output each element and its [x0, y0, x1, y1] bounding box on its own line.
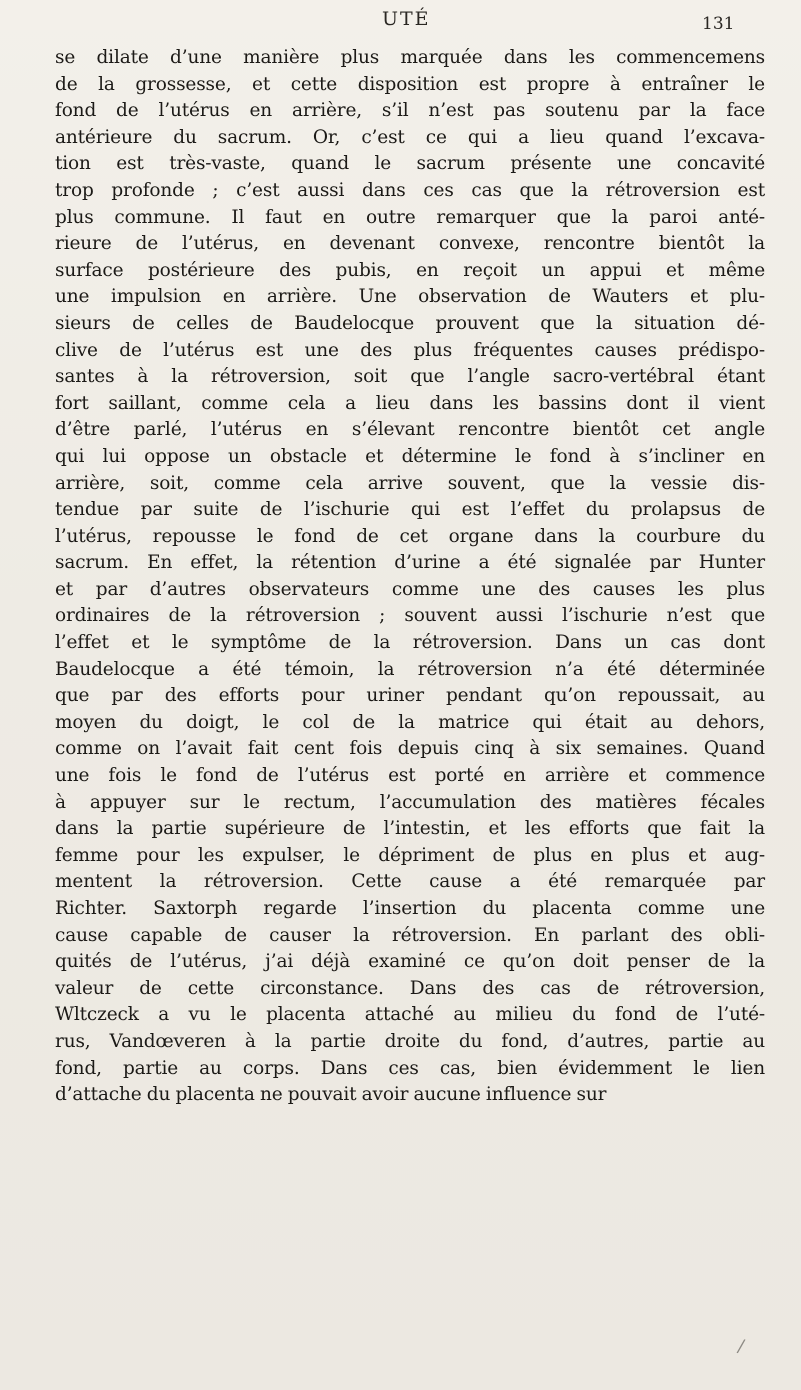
- text-line: mentent la rétroversion. Cette cause a été remarquée par: [55, 871, 765, 893]
- text-line: que par des efforts pour uriner pendant qu’on repoussait, au: [55, 685, 765, 707]
- text-line: Richter. Saxtorph regarde l’insertion du placenta comme une: [55, 898, 765, 919]
- text-line: d’attache du placenta ne pouvait avoir aucune influence sur: [55, 1084, 607, 1106]
- text-line: trop profonde ; c’est aussi dans ces cas que la rétroversion est: [55, 179, 765, 201]
- text-line: l’effet et le symptôme de la rétroversion. Dans un cas dont: [55, 632, 765, 654]
- text-line: et par d’autres observateurs comme une des causes les plus: [55, 578, 765, 600]
- text-line: antérieure du sacrum. Or, c’est ce qui a lieu quand l’excava-: [55, 126, 765, 148]
- text-line: Wltczeck a vu le placenta attaché au milieu du fond de l’uté-: [55, 1004, 765, 1026]
- text-line: femme pour les expulser, le dépriment de plus en plus et aug-: [55, 844, 765, 866]
- text-line: fond de l’utérus en arrière, s’il n’est pas soutenu par la face: [55, 100, 765, 122]
- text-line: Baudelocque a été témoin, la rétroversion n’a été déterminée: [55, 658, 765, 680]
- running-head: [0, 4, 801, 38]
- text-line: arrière, soit, comme cela arrive souvent, que la vessie dis-: [55, 472, 765, 494]
- text-line: sieurs de celles de Baudelocque prouvent que la situation dé-: [55, 312, 765, 334]
- text-line: clive de l’utérus est une des plus fréquentes causes prédispo-: [55, 339, 765, 361]
- text-line: tendue par suite de l’ischurie qui est l’effet du prolapsus de: [55, 499, 765, 521]
- body-text: [55, 45, 765, 1109]
- text-line: cause capable de causer la rétroversion. En parlant des obli-: [55, 924, 765, 946]
- text-line: une impulsion en arrière. Une observation de Wauters et plu-: [55, 286, 765, 308]
- text-line: l’utérus, repousse le fond de cet organe dans la courbure du: [55, 525, 765, 547]
- text-line: dans la partie supérieure de l’intestin, et les efforts que fait la: [55, 818, 765, 840]
- text-line: d’être parlé, l’utérus en s’élevant rencontre bientôt cet angle: [55, 419, 765, 441]
- text-line: une fois le fond de l’utérus est porté en arrière et commence: [55, 765, 765, 787]
- stray-mark: /: [735, 1335, 747, 1358]
- text-line: rieure de l’utérus, en devenant convexe, rencontre bientôt la: [55, 233, 765, 255]
- text-line: plus commune. Il faut en outre remarquer que la paroi anté-: [55, 206, 765, 228]
- text-line: fort saillant, comme cela a lieu dans les bassins dont il vient: [55, 392, 765, 414]
- text-line: moyen du doigt, le col de la matrice qui était au dehors,: [55, 711, 765, 733]
- text-line: de la grossesse, et cette disposition est propre à entraîner le: [55, 73, 765, 95]
- text-line: surface postérieure des pubis, en reçoit un appui et même: [55, 259, 765, 281]
- running-title: UTÉ: [382, 8, 431, 30]
- text-line: se dilate d’une manière plus marquée dans les commencemens: [55, 47, 765, 68]
- text-line: santes à la rétroversion, soit que l’angle sacro-vertébral étant: [55, 366, 765, 388]
- text-line: comme on l’avait fait cent fois depuis cinq à six semaines. Quand: [55, 738, 765, 760]
- text-line: fond, partie au corps. Dans ces cas, bien évidemment le lien: [55, 1057, 765, 1079]
- text-line: qui lui oppose un obstacle et détermine le fond à s’incliner en: [55, 445, 765, 467]
- text-line: quités de l’utérus, j’ai déjà examiné ce qu’on doit penser de la: [55, 951, 765, 973]
- page-number: 131: [702, 14, 735, 34]
- text-line: ordinaires de la rétroversion ; souvent aussi l’ischurie n’est que: [55, 605, 765, 627]
- text-line: tion est très-vaste, quand le sacrum présente une concavité: [55, 153, 765, 175]
- text-line: valeur de cette circonstance. Dans des cas de rétroversion,: [55, 977, 765, 999]
- text-line: à appuyer sur le rectum, l’accumulation des matières fécales: [55, 791, 765, 813]
- text-line: rus, Vandœveren à la partie droite du fond, d’autres, partie au: [55, 1030, 765, 1052]
- text-line: sacrum. En effet, la rétention d’urine a été signalée par Hunter: [55, 552, 765, 574]
